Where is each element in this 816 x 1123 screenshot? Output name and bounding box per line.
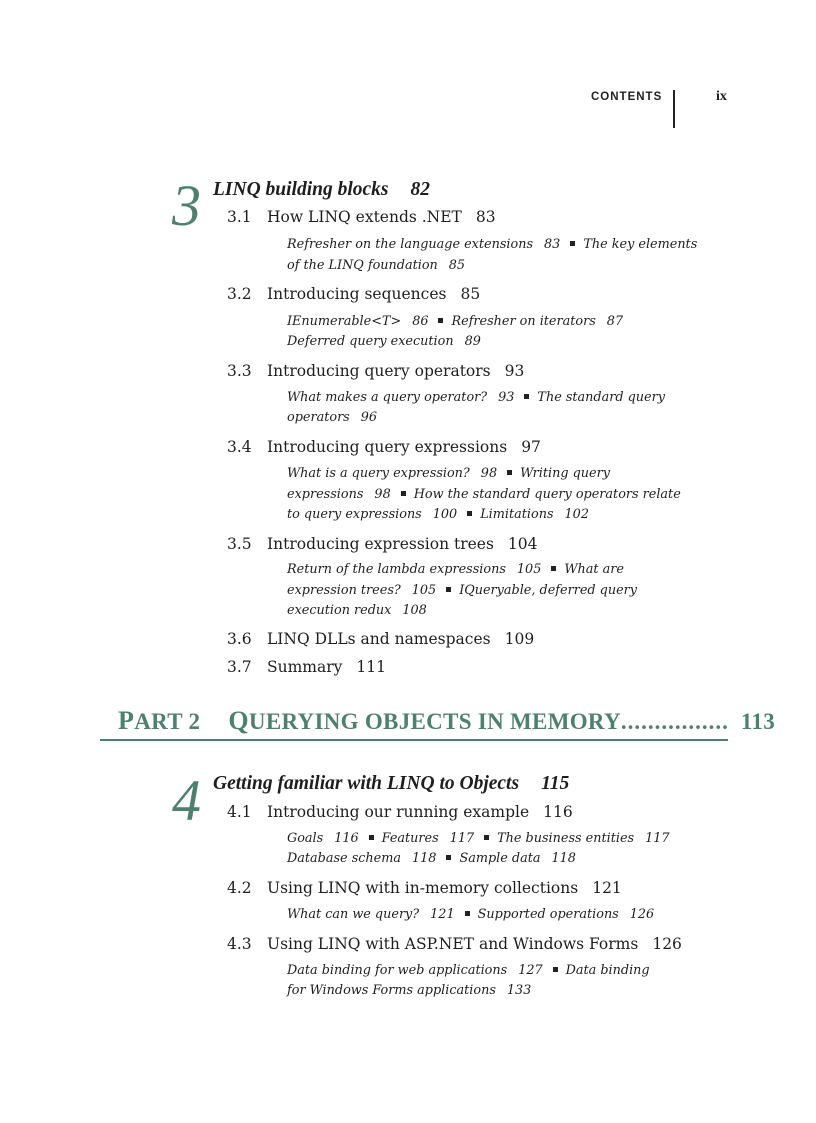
section-entry[interactable]: Introducing our running example 116	[267, 803, 573, 821]
subsection-entry[interactable]: The key elements	[583, 237, 698, 252]
bullet-separator	[465, 911, 470, 916]
subsection-line	[287, 314, 623, 329]
subsection-entry[interactable]: Data binding for web applications 127	[287, 963, 543, 978]
part-page: 113	[740, 709, 776, 734]
subsection-line	[287, 831, 670, 846]
subsection-entry[interactable]: expression trees? 105	[287, 583, 437, 598]
section-number: 4.3	[227, 935, 252, 953]
part-divider	[100, 739, 728, 741]
subsection-line	[287, 507, 589, 522]
subsection-line	[287, 334, 481, 349]
chapter-title-text: LINQ building blocks	[213, 179, 389, 200]
subsection-line	[287, 487, 681, 502]
subsection-entry[interactable]: The standard query	[537, 390, 665, 405]
chapter-title-text: Getting familiar with LINQ to Objects	[213, 773, 520, 794]
bullet-separator	[446, 855, 451, 860]
subsection-entry[interactable]: How the standard query operators relate	[413, 487, 681, 502]
subsection-entry[interactable]: Database schema 118	[287, 851, 437, 866]
subsection-line	[287, 963, 650, 978]
subsection-entry[interactable]: IQueryable, deferred query	[459, 583, 638, 598]
bullet-separator	[446, 587, 451, 592]
page-number: ix	[716, 89, 727, 104]
chapter-title[interactable]	[213, 179, 430, 201]
section-number: 3.4	[227, 438, 252, 456]
bullet-separator	[524, 394, 529, 399]
subsection-entry[interactable]: What can we query? 121	[287, 907, 455, 922]
dot-leader: ................	[620, 709, 729, 734]
bullet-separator	[467, 511, 472, 516]
section-number: 4.1	[227, 803, 252, 821]
section-entry[interactable]: Introducing query expressions 97	[267, 438, 541, 456]
bullet-separator	[570, 241, 575, 246]
section-entry[interactable]: Introducing sequences 85	[267, 285, 481, 303]
subsection-line	[287, 258, 465, 273]
subsection-line	[287, 562, 624, 577]
subsection-entry[interactable]: Refresher on the language extensions 83	[287, 237, 561, 252]
subsection-entry[interactable]: operators 96	[287, 410, 378, 425]
section-entry[interactable]: LINQ DLLs and namespaces 109	[267, 630, 535, 648]
part-label-rest: ART	[134, 709, 183, 734]
bullet-separator	[551, 566, 556, 571]
subsection-entry[interactable]: expressions 98	[287, 487, 391, 502]
subsection-entry[interactable]: Return of the lambda expressions 105	[287, 562, 542, 577]
subsection-line	[287, 983, 531, 998]
subsection-entry[interactable]: Sample data 118	[459, 851, 576, 866]
subsection-line	[287, 237, 697, 252]
section-entry[interactable]: Summary 111	[267, 658, 386, 676]
subsection-entry[interactable]: Features 117	[381, 831, 475, 846]
subsection-line	[287, 907, 654, 922]
subsection-entry[interactable]: to query expressions 100	[287, 507, 458, 522]
bullet-separator	[507, 470, 512, 475]
section-entry[interactable]: Using LINQ with in-memory collections 121	[267, 879, 622, 897]
section-number: 3.6	[227, 630, 252, 648]
section-number: 3.2	[227, 285, 252, 303]
subsection-entry[interactable]: of the LINQ foundation 85	[287, 258, 466, 273]
chapter-page: 82	[410, 179, 431, 200]
section-number: 3.3	[227, 362, 252, 380]
chapter-title[interactable]	[213, 773, 569, 795]
subsection-line	[287, 851, 576, 866]
section-entry[interactable]: Using LINQ with ASP.NET and Windows Forms 126	[267, 935, 682, 953]
subsection-line	[287, 390, 665, 405]
subsection-entry[interactable]: Limitations 102	[480, 507, 589, 522]
subsection-entry[interactable]: Refresher on iterators 87	[451, 314, 624, 329]
subsection-line	[287, 583, 637, 598]
chapter-number: 4	[172, 768, 201, 833]
chapter-number: 3	[172, 173, 201, 238]
section-number: 4.2	[227, 879, 252, 897]
bullet-separator	[553, 967, 558, 972]
part-title: QUERYING OBJECTS IN MEMORY................	[228, 706, 729, 735]
section-number: 3.5	[227, 535, 252, 553]
chapter-page: 115	[541, 773, 570, 794]
bullet-separator	[369, 835, 374, 840]
bullet-separator	[438, 318, 443, 323]
subsection-entry[interactable]: The business entities 117	[497, 831, 670, 846]
subsection-entry[interactable]: Goals 116	[287, 831, 359, 846]
section-number: 3.1	[227, 208, 252, 226]
subsection-entry[interactable]: IEnumerable<T> 86	[287, 314, 429, 329]
header-divider	[673, 90, 675, 128]
subsection-entry[interactable]: Supported operations 126	[477, 907, 655, 922]
subsection-entry[interactable]: Writing query	[520, 466, 610, 481]
subsection-entry[interactable]: What is a query expression? 98	[287, 466, 498, 481]
subsection-entry[interactable]: What makes a query operator? 93	[287, 390, 515, 405]
running-header-label: CONTENTS	[591, 91, 663, 103]
bullet-separator	[484, 835, 489, 840]
subsection-line	[287, 466, 610, 481]
part-heading[interactable]	[118, 706, 775, 736]
section-entry[interactable]: Introducing expression trees 104	[267, 535, 538, 553]
section-number: 3.7	[227, 658, 252, 676]
subsection-entry[interactable]: execution redux 108	[287, 603, 427, 618]
subsection-entry[interactable]: What are	[564, 562, 624, 577]
part-number: 2	[188, 709, 201, 734]
part-label-initial: P	[118, 706, 135, 735]
subsection-entry[interactable]: for Windows Forms applications 133	[287, 983, 532, 998]
section-entry[interactable]: Introducing query operators 93	[267, 362, 525, 380]
subsection-line	[287, 410, 377, 425]
section-entry[interactable]: How LINQ extends .NET 83	[267, 208, 496, 226]
subsection-entry[interactable]: Data binding	[565, 963, 650, 978]
bullet-separator	[401, 491, 406, 496]
subsection-line	[287, 603, 427, 618]
subsection-entry[interactable]: Deferred query execution 89	[287, 334, 481, 349]
